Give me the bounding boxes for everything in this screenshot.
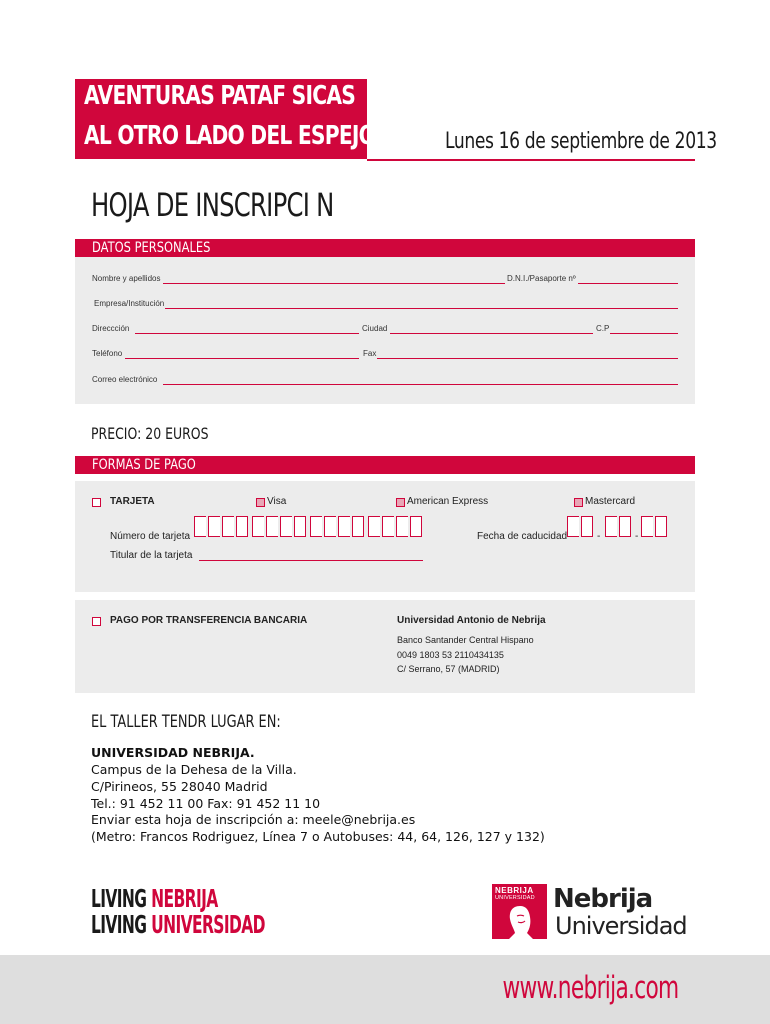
digit-box[interactable] [352, 516, 364, 537]
digit-box[interactable] [294, 516, 306, 537]
digit-box[interactable] [605, 516, 617, 537]
email-label: Correo electrónico [92, 375, 158, 384]
card-label: TARJETA [110, 496, 155, 507]
digit-box[interactable] [222, 516, 234, 537]
venue-line: Campus de la Dehesa de la Villa. [91, 762, 297, 777]
digit-box[interactable] [382, 516, 394, 537]
amex-checkbox[interactable] [396, 498, 405, 507]
transfer-label: PAGO POR TRANSFERENCIA BANCARIA [110, 615, 308, 626]
bank-name: Banco Santander Central Hispano [397, 635, 534, 645]
portrait-icon [500, 903, 540, 939]
digit-box[interactable] [368, 516, 380, 537]
venue-line: Enviar esta hoja de inscripción a: meele@nebrija.es [91, 812, 416, 827]
event-title-line1: AVENTURAS PATAF SICAS [84, 81, 356, 111]
bank-address: C/ Serrano, 57 (MADRID) [397, 664, 500, 674]
digit-box[interactable] [655, 516, 667, 537]
name-label: Nombre y apellidos [92, 274, 161, 283]
bank-account: 0049 1803 53 2110434135 [397, 650, 504, 660]
slogan-line2 [91, 912, 265, 937]
mastercard-label: Mastercard [585, 496, 636, 507]
mastercard-checkbox[interactable] [574, 498, 583, 507]
card-checkbox[interactable] [92, 498, 101, 507]
digit-box[interactable] [619, 516, 631, 537]
payment-section-label: FORMAS DE PAGO [92, 457, 196, 473]
fax-field[interactable] [377, 358, 678, 359]
digit-box[interactable] [208, 516, 220, 537]
digit-box[interactable] [252, 516, 264, 537]
venue-line: UNIVERSIDAD NEBRIJA. [91, 745, 255, 760]
digit-box[interactable] [641, 516, 653, 537]
dni-field[interactable] [578, 283, 678, 284]
digit-box[interactable] [194, 516, 206, 537]
logo-name: Nebrija [553, 884, 653, 914]
personal-section-label: DATOS PERSONALES [92, 240, 211, 256]
digit-box[interactable] [236, 516, 248, 537]
slogan-word2: UNIVERSIDAD [151, 910, 265, 939]
price-label: PRECIO: 20 EUROS [91, 424, 209, 443]
cp-label: C.P [596, 324, 610, 333]
cp-field[interactable] [610, 333, 678, 334]
expiry-dash: - [635, 531, 639, 542]
card-number-label: Número de tarjeta [110, 531, 191, 542]
amex-label: American Express [407, 496, 489, 507]
company-label: Empresa/Institución [94, 299, 165, 308]
holder-field[interactable] [199, 560, 423, 561]
visa-checkbox[interactable] [256, 498, 265, 507]
logo-badge-top: NEBRIJA [495, 886, 534, 895]
digit-box[interactable] [410, 516, 422, 537]
beneficiary: Universidad Antonio de Nebrija [397, 615, 546, 626]
slogan-living: LIVING [91, 910, 147, 939]
digit-box[interactable] [310, 516, 322, 537]
transfer-checkbox[interactable] [92, 617, 101, 626]
address-label: Direccción [92, 324, 130, 333]
fax-label: Fax [363, 349, 377, 358]
digit-box[interactable] [581, 516, 593, 537]
expiry-dash: - [597, 531, 601, 542]
city-label: Ciudad [362, 324, 388, 333]
digit-box[interactable] [280, 516, 292, 537]
slogan-living: LIVING [91, 884, 147, 913]
venue-line: (Metro: Francos Rodriguez, Línea 7 o Autobuses: 44, 64, 126, 127 y 132) [91, 829, 545, 844]
logo-sub: Universidad [555, 912, 687, 940]
expiry-label: Fecha de caducidad [477, 531, 568, 542]
card-panel [75, 481, 695, 592]
personal-section-bar [75, 239, 695, 257]
dni-label: D.N.I./Pasaporte nº [507, 274, 576, 283]
personal-panel [75, 257, 695, 404]
city-field[interactable] [390, 333, 593, 334]
company-field[interactable] [165, 308, 678, 309]
digit-box[interactable] [567, 516, 579, 537]
nebrija-logo-badge [492, 884, 547, 939]
digit-box[interactable] [338, 516, 350, 537]
form-title: HOJA DE INSCRIPCI N [91, 186, 334, 224]
venue-line: Tel.: 91 452 11 00 Fax: 91 452 11 10 [91, 796, 321, 811]
holder-label: Titular de la tarjeta [110, 550, 193, 561]
website-link[interactable]: www.nebrija.com [501, 970, 678, 1006]
slogan-word1: NEBRIJA [151, 884, 218, 913]
digit-box[interactable] [266, 516, 278, 537]
logo-badge-bottom: UNIVERSIDAD [495, 895, 535, 901]
event-title-line2: AL OTRO LADO DEL ESPEJO [84, 121, 376, 151]
payment-section-bar [75, 456, 695, 474]
venue-line: C/Pirineos, 55 28040 Madrid [91, 779, 268, 794]
title-rule [367, 159, 695, 161]
event-date: Lunes 16 de septiembre de 2013 [445, 129, 717, 154]
transfer-panel [75, 600, 695, 693]
name-field[interactable] [163, 283, 505, 284]
phone-field[interactable] [125, 358, 359, 359]
venue-heading: EL TALLER TENDR LUGAR EN: [91, 712, 281, 732]
phone-label: Teléfono [92, 349, 123, 358]
address-field[interactable] [135, 333, 359, 334]
digit-box[interactable] [324, 516, 336, 537]
visa-label: Visa [267, 496, 287, 507]
digit-box[interactable] [396, 516, 408, 537]
slogan-line1 [91, 886, 218, 911]
email-field[interactable] [163, 384, 678, 385]
